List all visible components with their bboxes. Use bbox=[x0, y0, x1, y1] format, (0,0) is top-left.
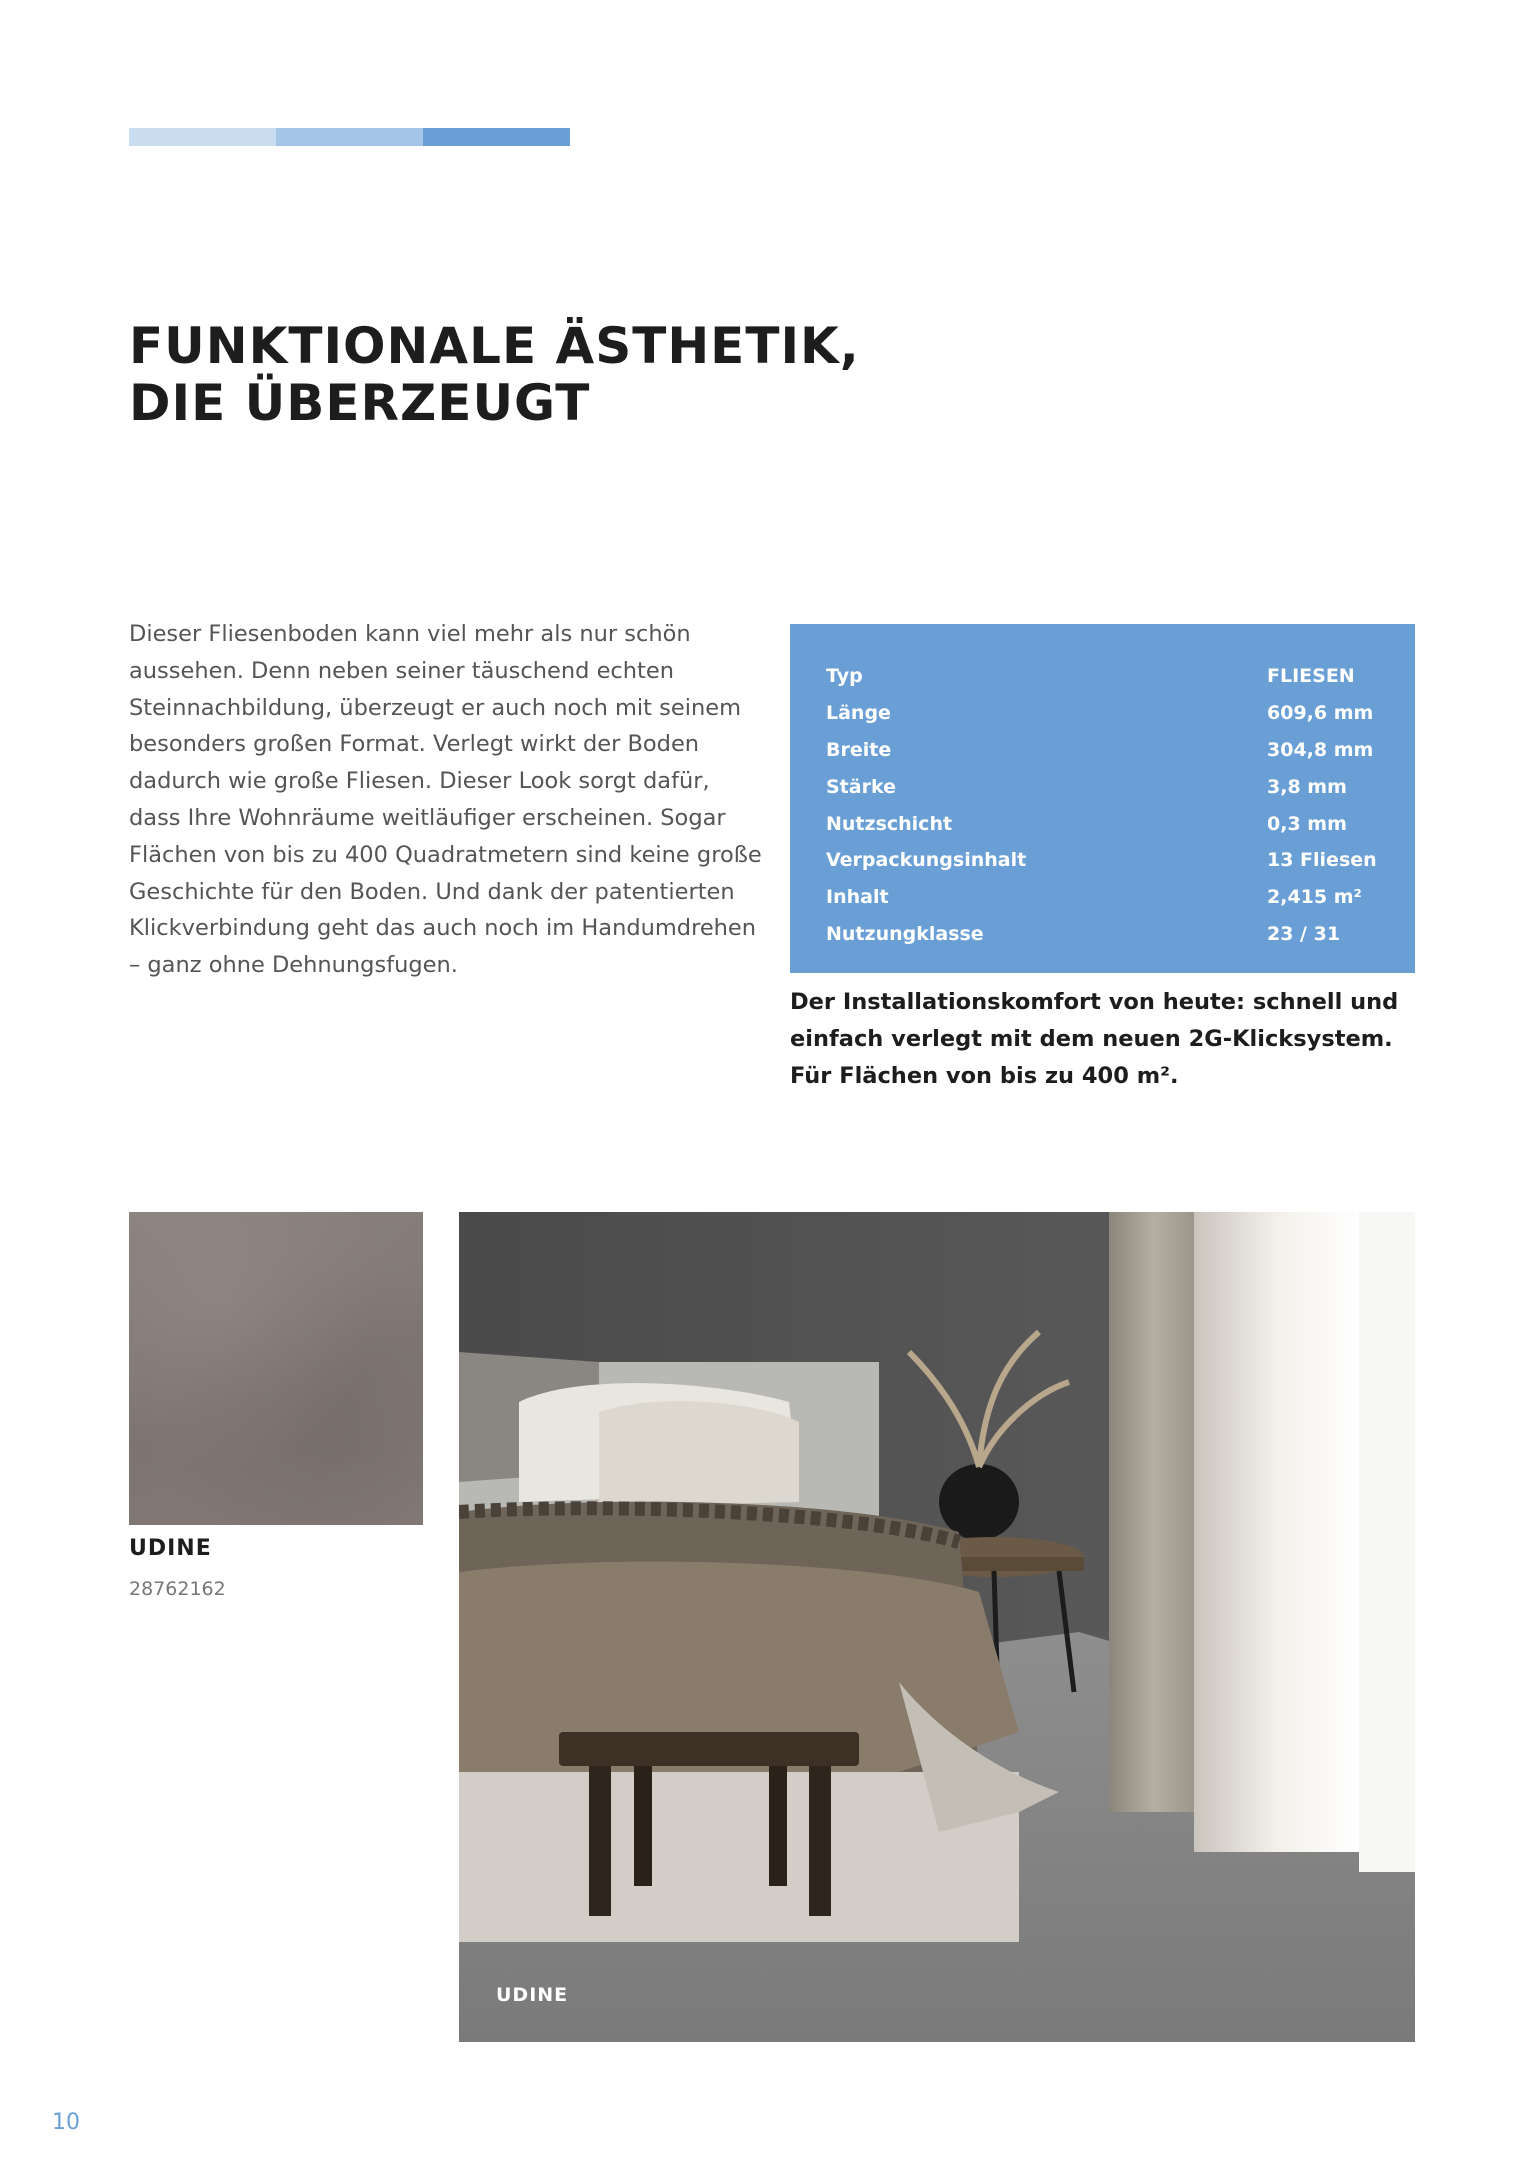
description-paragraph bbox=[129, 616, 762, 984]
page-title-line-2: DIE ÜBERZEUGT bbox=[129, 374, 591, 432]
description-line: – ganz ohne Dehnungsfugen. bbox=[129, 952, 458, 979]
description-line: dass Ihre Wohnräume weitläufiger erscheinen. Sogar bbox=[129, 804, 726, 831]
spec-label: Verpackungsinhalt bbox=[826, 849, 1027, 872]
accent-bar-segment-light bbox=[129, 128, 276, 146]
description-line: besonders großen Format. Verlegt wirkt der Boden bbox=[129, 731, 700, 758]
spec-value: 304,8 mm bbox=[1267, 738, 1374, 761]
spec-row bbox=[826, 842, 1379, 879]
spec-value: 2,415 m² bbox=[1267, 886, 1362, 909]
spec-label: Inhalt bbox=[826, 886, 889, 909]
installation-note-line: Der Installationskomfort von heute: schnell und bbox=[790, 989, 1399, 1015]
accent-bar-segment-dark bbox=[423, 128, 570, 146]
spec-value: 3,8 mm bbox=[1267, 775, 1347, 798]
spec-row bbox=[826, 768, 1379, 805]
spec-value: 13 Fliesen bbox=[1267, 849, 1377, 872]
description-line: Flächen von bis zu 400 Quadratmetern sind keine große bbox=[129, 841, 762, 868]
spec-row bbox=[826, 879, 1379, 916]
spec-label: Breite bbox=[826, 738, 892, 761]
spec-row bbox=[826, 732, 1379, 769]
description-line: Geschichte für den Boden. Und dank der patentierten bbox=[129, 878, 735, 905]
bedroom-photo bbox=[459, 1212, 1415, 2042]
page-title-line-1: FUNKTIONALE ÄSTHETIK, bbox=[129, 317, 860, 375]
description-line: aussehen. Denn neben seiner täuschend echten bbox=[129, 657, 674, 684]
photo-caption: UDINE bbox=[496, 1984, 569, 2006]
installation-note bbox=[790, 984, 1430, 1095]
description-line: dadurch wie große Fliesen. Dieser Look sorgt dafür, bbox=[129, 768, 710, 795]
installation-note-line: Für Flächen von bis zu 400 m². bbox=[790, 1063, 1179, 1089]
product-name: UDINE bbox=[129, 1536, 212, 1561]
spec-row bbox=[826, 658, 1379, 695]
spec-label: Stärke bbox=[826, 775, 896, 798]
spec-row bbox=[826, 805, 1379, 842]
page-number: 10 bbox=[52, 2110, 80, 2135]
description-line: Klickverbindung geht das auch noch im Handumdrehen bbox=[129, 915, 757, 942]
spec-value: 609,6 mm bbox=[1267, 702, 1374, 725]
description-line: Dieser Fliesenboden kann viel mehr als nur schön bbox=[129, 621, 691, 647]
description-line: Steinnachbildung, überzeugt er auch noch mit seinem bbox=[129, 694, 741, 721]
spec-label: Typ bbox=[826, 665, 863, 688]
installation-note-line: einfach verlegt mit dem neuen 2G-Klicksystem. bbox=[790, 1026, 1393, 1052]
page-title bbox=[129, 318, 1029, 432]
spec-value: 23 / 31 bbox=[1267, 922, 1341, 945]
spec-label: Nutzschicht bbox=[826, 812, 953, 835]
floor-swatch-image bbox=[129, 1212, 423, 1525]
spec-label: Nutzungklasse bbox=[826, 922, 984, 945]
accent-bar bbox=[129, 128, 570, 146]
spec-row bbox=[826, 695, 1379, 732]
spec-table bbox=[790, 624, 1415, 973]
spec-value: FLIESEN bbox=[1267, 665, 1355, 688]
bedroom-scene bbox=[459, 1212, 1415, 2042]
accent-bar-segment-mid bbox=[276, 128, 423, 146]
product-code: 28762162 bbox=[129, 1578, 226, 1600]
spec-value: 0,3 mm bbox=[1267, 812, 1347, 835]
spec-label: Länge bbox=[826, 702, 891, 725]
spec-row bbox=[826, 916, 1379, 953]
